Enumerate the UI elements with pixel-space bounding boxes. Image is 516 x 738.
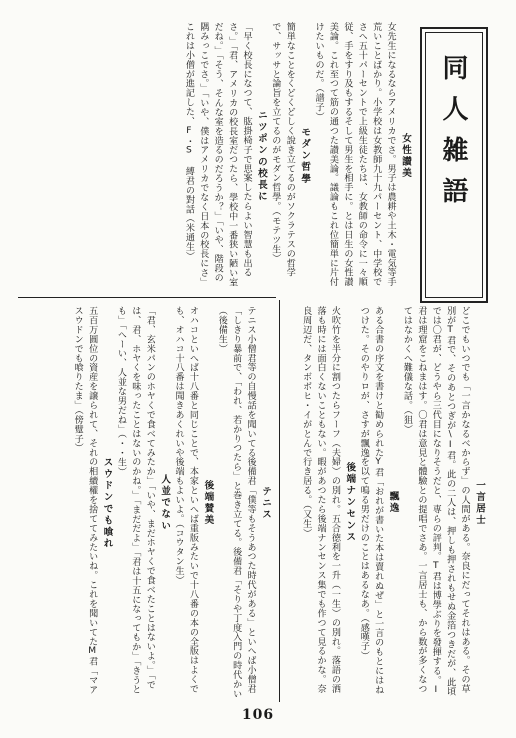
article-text: 五百万圓位の資産を譲られて、それの相續權を捨ててみたいね。これを聞いてたM君「マアスウドンでも喰りたま」（傍躄子） bbox=[72, 306, 98, 695]
article-heading: 人並でない bbox=[159, 474, 171, 532]
article-text: オハコといへば十八番と同じことで、本家といへば重版みたいで十八番の本の全版はよくでも、オハコ十八番は聞きあくれいや後端もよいよ。（コウタン生） bbox=[173, 306, 198, 694]
article-text: 火吹竹を半分に割つたらフーフ（夫婦）の別れ。五合徳利を一升（一生）の別れ。落語の洒落も時には面白くないこともない。暇があつたら後端ナンセンス集でも作つて見るかな。奈良周辺だ、タンボボヒ・イがとんで行き居る。（又生） bbox=[301, 306, 340, 694]
page-number: 106 bbox=[241, 707, 275, 723]
article-heading: テニス bbox=[260, 485, 271, 521]
article-heading: 飄逸 bbox=[387, 491, 399, 515]
upper-column-block bbox=[18, 22, 412, 290]
article-heading: 女性讃美 bbox=[400, 132, 411, 180]
page-title: 同人雑語 bbox=[438, 54, 468, 218]
horizontal-divider-upper bbox=[18, 297, 276, 298]
article-text: どこでもいつでも「一言かなるべからず」の人間がある。奈良にだってそれはある。その草別がT君で、そのあとつぎが\I君。此の二人は、押しも押されもせぬ金箔つきだが、此頃では〇君が、どうやら三代目になりそうだと、専らの評判。T君は博學ぶりを發揮する。I君は理窟をこねまはす。〇君は意見と體驗との提唱でさあ。一言居士も、から数が多くなつてはなかくへ難儀な話。（狙） bbox=[401, 306, 470, 697]
article-text: テニス小僧君等の自慢話を聞いてる後備君「僕等もそうあつた時代がある」といへば小僧君「しきり暴前で、「われ、若かりつたら」と巻き立てる。後備君「そりや丁度入門の時代かい（後備生） bbox=[216, 306, 256, 699]
right-column-block bbox=[286, 306, 486, 700]
article-heading: モダン哲學 bbox=[299, 127, 311, 185]
vertical-divider bbox=[279, 300, 280, 702]
article-text: 女先生になるならアメリカでさ。男子は農耕や土木・電気等手荒いことばかり。小学校は女教師九十九パーセント、中学校でさへ五十パーセントで上級生徒たちは、女教師の命令に一々順従、手をすり及もするそして男生を相手に。とは日生の女性讃美論。これ至つて筋の通つた讃美論。議論もこれ位簡単に片付けたいものだ。（譜子） bbox=[313, 22, 396, 287]
article-heading: 後端賛美 bbox=[202, 479, 214, 527]
article-heading: ニツポンの校長に bbox=[255, 109, 267, 203]
article-text: 「君、玄米パンのホヤくで食べてみたか」「いや、まだホヤくで食べたことはないよ。」「では、君、ホヤくを味ったことはないのかね。」「まだだよ」「君は十五になってもか」「きうとも」「へーい、人並な男だね」（・・生） bbox=[115, 306, 155, 695]
article-text: ある合書の序文を書けと勧められたY君「おれが書いた本は賣れぬぜ」と一言のもとにはねつけた。そのやりロが、さすが飄逸を以て鳴る男だけのことはあるなあ。（感嘆子） bbox=[358, 306, 384, 695]
article-heading: 後端ナンセンス bbox=[344, 462, 356, 544]
article-text: 簡単なことをくどくどしく說き立てるのがソクラテスの哲学で、サッサと論旨を立てるのがモダン哲學。（モテツ生） bbox=[270, 22, 295, 278]
article-text: 「早く校長になつて、肱掛椅子で思案したらよい智慧も出るさ。」「君、アメリカの校長室だつたら、學校中一番狭い陋い室だね。」「そう、そんな室を造るのだろうか？」「いや、階段の隅みっこでさ。」「いや、僕はアメリカでなく日本の校長にさ」これは小僧が進記した、F・S 縛君の對話（米通生） bbox=[183, 22, 252, 287]
article-heading: 一言居士 bbox=[474, 479, 485, 527]
article-heading: スウドンでも喰れ bbox=[101, 456, 113, 550]
lower-column-block bbox=[18, 306, 272, 700]
